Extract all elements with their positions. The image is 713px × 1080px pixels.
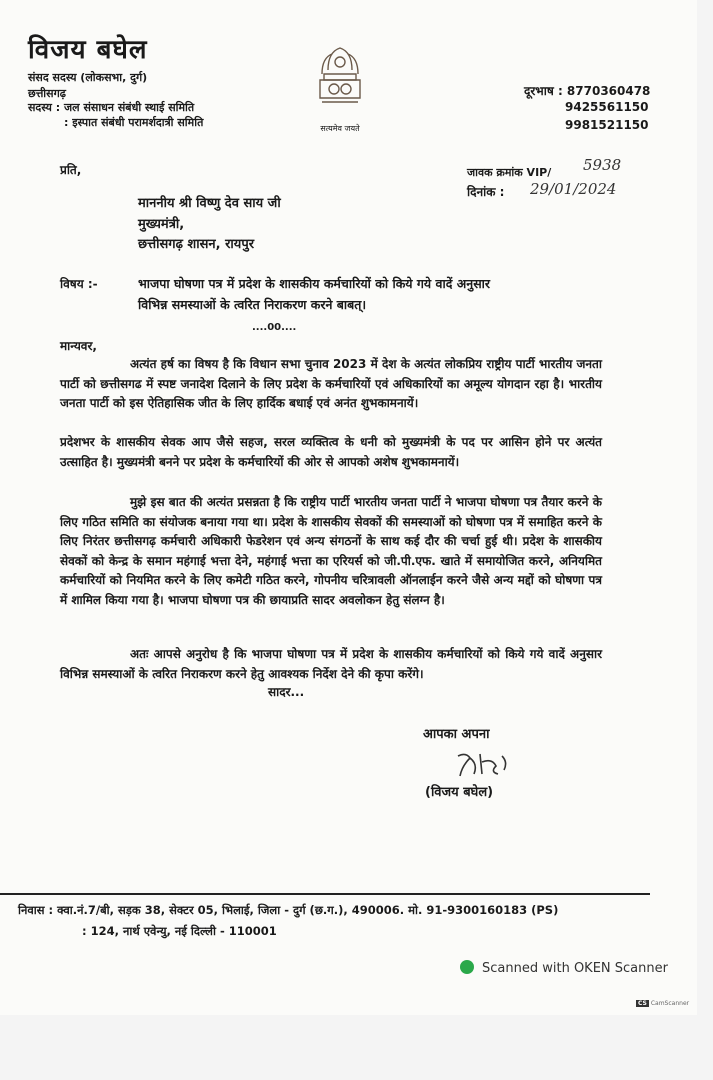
recipient-name: माननीय श्री विष्णु देव साय जी: [138, 196, 281, 211]
closing-sadar: सादर...: [268, 685, 305, 699]
national-emblem-icon: [308, 40, 372, 124]
paragraph-4: [60, 645, 602, 684]
footer-divider: [0, 893, 650, 895]
recipient-office: छत्तीसगढ़ शासन, रायपुर: [138, 237, 255, 252]
subject-separator: ....00....: [252, 322, 297, 333]
camscanner-badge: [636, 1000, 692, 1010]
subject-line-1: भाजपा घोषणा पत्र में प्रदेश के शासकीय कर्मचारियों को किये गये वादें अनुसार: [138, 276, 490, 291]
date-label: दिनांक :: [467, 185, 505, 199]
emblem-motto: सत्यमेव जयते: [320, 124, 360, 133]
signature-icon: [452, 748, 518, 780]
letterhead-state: छत्तीसगढ़: [28, 87, 66, 100]
letterhead-committee-1: सदस्य : जल संसाधन संबंधी स्थाई समिति: [28, 101, 195, 114]
letterhead-designation: संसद सदस्य (लोकसभा, दुर्ग): [28, 71, 148, 84]
footer-residence: निवास : क्वा.नं.7/बी, सड़क 38, सेक्टर 05, भिलाई, जिला - दुर्ग (छ.ग.), 490006. मो. 91-9300160183 (PS): [18, 903, 559, 917]
signature-text: विजय: [452, 748, 455, 749]
letterhead-name: विजय बघेल: [28, 35, 148, 65]
paragraph-3-text: मुझे इस बात की अत्यंत प्रसन्नता है कि राष्ट्रीय पार्टी भारतीय जनता पार्टी ने भाजपा घोषणा पत्र तैयार करने के लिए गठित समिति का संयोजक बनाया गया था। प्रदेश के शासकीय सेवकों की समस्याओं को घोषणा पत्र में समाहित करने के लिए निरंतर छत्तीसगढ़ कर्मचारी अधिकारी फेडरेशन एवं अन्य संगठनों के साथ कई दौर की चर्चा हुई थी। प्रदेश के शासकीय सेवकों को केन्द्र के समान महंगाई भत्ता देने, महंगाई भत्ता का एरियर्स को जी.पी.एफ. खाते में समायोजित करने, अनियमित कर्मचारियों को नियमित करने के लिए कमेटी गठित करने, गोपनीय चरित्रावली ऑनलाईन करने जैसे अन्य मद्दों को घोषणा पत्र में शामिल किया गया है। भाजपा घोषणा पत्र की छायाप्रति सादर अवलोकन हेतु संलग्न है।: [60, 495, 602, 607]
signatory-name: (विजय बघेल): [425, 785, 494, 800]
scanner-logo-icon: [460, 960, 474, 974]
dispatch-number-label: जावक क्रमांक VIP/: [467, 166, 552, 179]
recipient-title: मुख्यमंत्री,: [138, 217, 185, 232]
dispatch-number: 5938: [583, 156, 622, 174]
closing-yours: आपका अपना: [423, 727, 490, 742]
camscanner-text: CamScanner: [650, 1000, 690, 1007]
scanner-text: Scanned with OKEN Scanner: [482, 961, 668, 976]
paragraph-1: [60, 355, 602, 414]
phone-primary: दूरभाष : 8770360478: [524, 84, 651, 98]
phone-tertiary: 9981521150: [565, 118, 649, 132]
paragraph-2: [60, 433, 602, 472]
paragraph-1-text: अत्यंत हर्ष का विषय है कि विधान सभा चुनाव 2023 में देश के अत्यंत लोकप्रिय राष्ट्रीय पार्टी भारतीय जनता पार्टी को छत्तीसगढ में स्पष्ट जनादेश दिलाने के लिए प्रदेश के कर्मचारियों एवं अधिकारियों का अमूल्य योगदान रहा है। भारतीय जनता पार्टी को इस ऐतिहासिक जीत के लिए हार्दिक बधाई एवं अनंत शुभकामनायें।: [60, 357, 602, 411]
addressee-prefix: प्रति,: [60, 163, 82, 177]
salutation: मान्यवर,: [60, 339, 97, 353]
date-value: 29/01/2024: [530, 180, 617, 198]
camscanner-badge-letters: CS: [638, 1000, 647, 1007]
letterhead-committee-2: : इस्पात संबंधी परामर्शदात्री समिति: [64, 116, 204, 129]
subject-line-2: विभिन्न समस्याओं के त्वरित निराकरण करने बाबत्।: [138, 297, 367, 312]
scanner-watermark: [460, 960, 668, 976]
phone-secondary: 9425561150: [565, 100, 649, 114]
subject-label: विषय :-: [60, 277, 98, 291]
paragraph-4-text: अतः आपसे अनुरोध है कि भाजपा घोषणा पत्र में प्रदेश के शासकीय कर्मचारियों को किये गये वादें अनुसार विभिन्न समस्याओं के त्वरित निराकरण करने हेतु आवश्यक निर्देश देने की कृपा करेंगे।: [60, 647, 602, 681]
footer-delhi-address: : 124, नार्थ एवेन्यु, नई दिल्ली - 110001: [82, 924, 277, 938]
paragraph-3: [60, 493, 602, 611]
paragraph-2-text: प्रदेशभर के शासकीय सेवक आप जैसे सहज, सरल व्यक्तित्व के धनी को मुख्यमंत्री के पद पर आसिन होने पर अत्यंत उत्साहित है। मुख्यमंत्री बनने पर प्रदेश के कर्मचारियों की ओर से आपको अशेष शुभकामनायें।: [60, 435, 602, 469]
